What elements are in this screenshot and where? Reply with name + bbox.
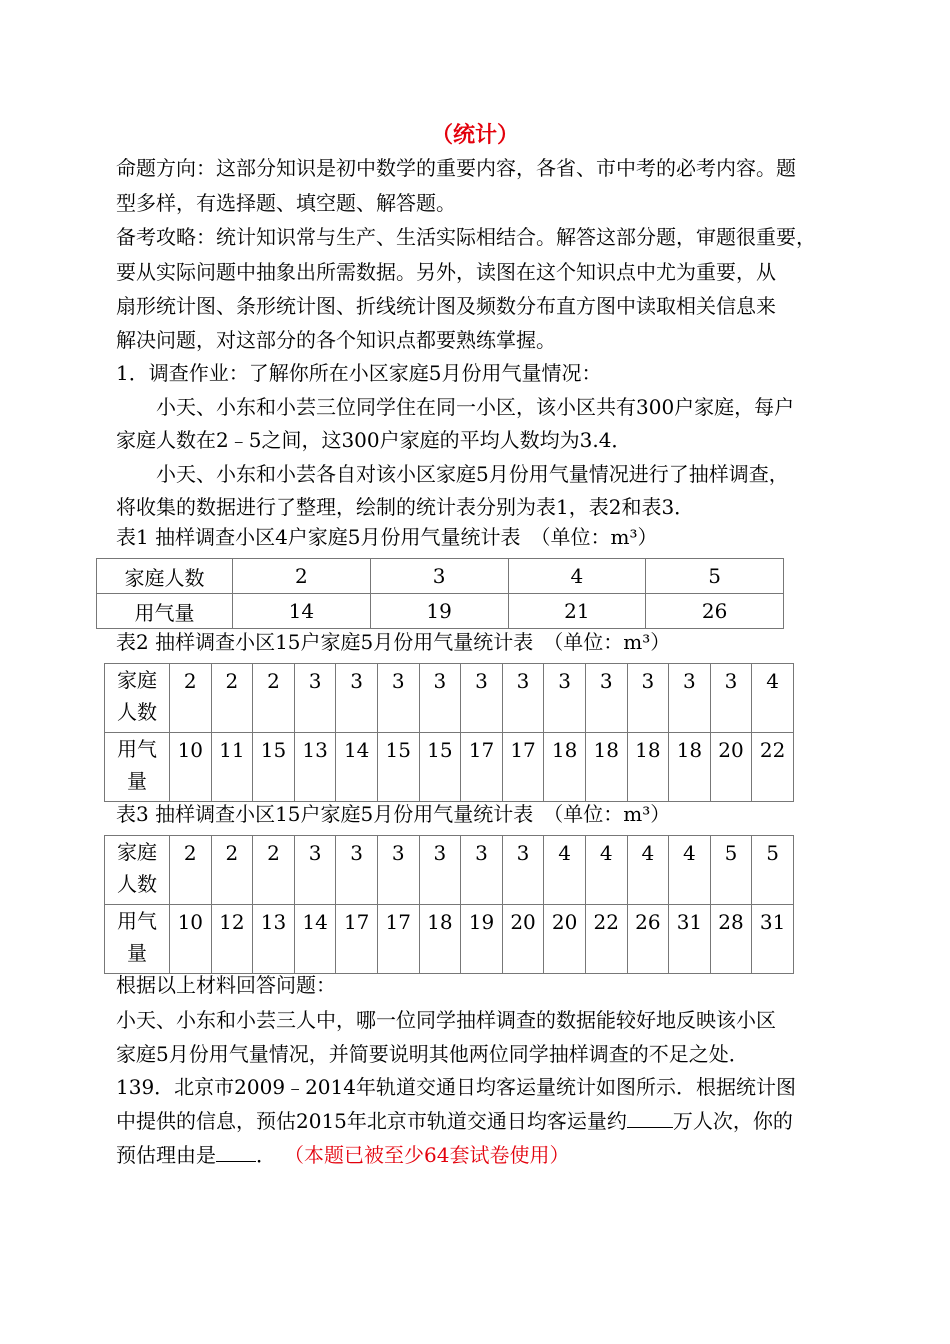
table-cell: 用气量	[97, 594, 233, 629]
table2-caption: 表2 抽样调查小区15户家庭5月份用气量统计表 （单位：m³）	[116, 630, 671, 654]
table-cell: 4	[627, 836, 669, 905]
table-cell: 18	[544, 733, 586, 802]
table-cell: 26	[646, 594, 784, 629]
table-cell: 3	[544, 664, 586, 733]
table-cell: 3	[710, 664, 752, 733]
table-cell: 20	[502, 905, 544, 974]
table-cell: 15	[419, 733, 461, 802]
question-text: 家庭人数在2﹣5之间，这300户家庭的平均人数均为3.4．	[116, 428, 632, 452]
table-cell: 10	[170, 905, 212, 974]
page-title: （统计）	[430, 122, 519, 148]
intro-line: 备考攻略：统计知识常与生产、生活实际相结合。解答这部分题，审题很重要，	[116, 225, 816, 249]
table-cell: 12	[211, 905, 253, 974]
intro-line: 型多样，有选择题、填空题、解答题。	[116, 191, 456, 215]
table-cell: 3	[419, 664, 461, 733]
table-cell: 3	[336, 836, 378, 905]
table-cell: 2	[211, 836, 253, 905]
table-cell: 4	[669, 836, 711, 905]
table-cell: 31	[752, 905, 794, 974]
usage-note: （本题已被至少64套试卷使用）	[294, 1143, 570, 1167]
cell-label: 人数	[117, 700, 157, 724]
table-cell: 3	[585, 664, 627, 733]
question-text: 根据以上材料回答问题：	[116, 973, 336, 997]
table-cell: 3	[294, 836, 336, 905]
question-text: 小天、小东和小芸三位同学住在同一小区，该小区共有300户家庭，每户	[156, 395, 795, 419]
text-fragment: 预估理由是	[116, 1143, 216, 1167]
table-cell: 3	[419, 836, 461, 905]
table-cell: 21	[508, 594, 646, 629]
table-cell: 15	[377, 733, 419, 802]
cell-label: 用气	[117, 909, 157, 933]
answer-blank[interactable]	[216, 1141, 256, 1162]
cell-label: 量	[127, 941, 147, 965]
question-1-heading: 1．调查作业：了解你所在小区家庭5月份用气量情况：	[116, 361, 602, 385]
question-text: 小天、小东和小芸三人中，哪一位同学抽样调查的数据能较好地反映该小区	[116, 1008, 776, 1032]
text-fragment: ．	[256, 1143, 276, 1167]
table-cell: 19	[370, 594, 508, 629]
table-cell: 14	[336, 733, 378, 802]
table-cell: 5	[752, 836, 794, 905]
table1-caption: 表1 抽样调查小区4户家庭5月份用气量统计表 （单位：m³）	[116, 525, 658, 549]
table-cell: 3	[502, 836, 544, 905]
table3	[104, 835, 794, 974]
table-cell: 4	[544, 836, 586, 905]
table-cell: 4	[585, 836, 627, 905]
table-cell: 4	[508, 559, 646, 594]
cell-label: 家庭	[117, 840, 157, 864]
table-cell: 2	[170, 836, 212, 905]
table-cell: 15	[253, 733, 295, 802]
table-cell: 18	[585, 733, 627, 802]
intro-line: 要从实际问题中抽象出所需数据。另外，读图在这个知识点中尤为重要，从	[116, 260, 776, 284]
table-cell: 3	[502, 664, 544, 733]
table-cell: 5	[710, 836, 752, 905]
table-cell: 3	[461, 836, 503, 905]
table-cell: 13	[253, 905, 295, 974]
table-row	[97, 559, 784, 594]
question-text: 将收集的数据进行了整理，绘制的统计表分别为表1，表2和表3．	[116, 495, 695, 519]
table-cell: 2	[170, 664, 212, 733]
question-139-text	[116, 1106, 793, 1136]
table-cell	[105, 905, 170, 974]
table2	[104, 663, 794, 802]
table-row	[105, 905, 794, 974]
text-fragment: 中提供的信息，预估2015年北京市轨道交通日均客运量约	[116, 1109, 627, 1133]
table-row	[105, 664, 794, 733]
table-cell: 家庭人数	[97, 559, 233, 594]
question-text: 家庭5月份用气量情况，并简要说明其他两位同学抽样调查的不足之处．	[116, 1042, 749, 1066]
intro-line: 解决问题，对这部分的各个知识点都要熟练掌握。	[116, 328, 556, 352]
table3-caption: 表3 抽样调查小区15户家庭5月份用气量统计表 （单位：m³）	[116, 802, 671, 826]
question-139-text	[116, 1140, 569, 1170]
table-cell: 20	[544, 905, 586, 974]
table-cell: 5	[646, 559, 784, 594]
table-cell: 3	[294, 664, 336, 733]
table-cell: 3	[627, 664, 669, 733]
table-cell: 2	[253, 664, 295, 733]
table-cell: 14	[294, 905, 336, 974]
table-cell: 13	[294, 733, 336, 802]
table-cell: 17	[461, 733, 503, 802]
table-cell: 31	[669, 905, 711, 974]
table-cell: 17	[377, 905, 419, 974]
table-cell: 28	[710, 905, 752, 974]
table-cell: 3	[377, 664, 419, 733]
table-cell: 11	[211, 733, 253, 802]
table-cell: 18	[419, 905, 461, 974]
table-cell: 26	[627, 905, 669, 974]
cell-label: 量	[127, 769, 147, 793]
table-cell: 19	[461, 905, 503, 974]
question-text: 小天、小东和小芸各自对该小区家庭5月份用气量情况进行了抽样调查，	[156, 462, 789, 486]
table-row	[97, 594, 784, 629]
table-cell: 18	[627, 733, 669, 802]
table-cell	[105, 664, 170, 733]
table-row	[105, 836, 794, 905]
table-cell	[105, 733, 170, 802]
table-cell: 17	[502, 733, 544, 802]
question-139-text: 139．北京市2009﹣2014年轨道交通日均客运量统计如图所示．根据统计图	[116, 1075, 796, 1099]
text-fragment: 万人次，你的	[672, 1109, 793, 1133]
table-cell: 2	[233, 559, 371, 594]
intro-line: 命题方向：这部分知识是初中数学的重要内容，各省、市中考的必考内容。题	[116, 156, 796, 180]
answer-blank[interactable]	[627, 1107, 673, 1128]
table-cell: 3	[370, 559, 508, 594]
table-cell: 18	[669, 733, 711, 802]
table-cell: 20	[710, 733, 752, 802]
cell-label: 家庭	[117, 668, 157, 692]
table-cell	[105, 836, 170, 905]
table-cell: 14	[233, 594, 371, 629]
intro-line: 扇形统计图、条形统计图、折线统计图及频数分布直方图中读取相关信息来	[116, 294, 776, 318]
table-cell: 3	[377, 836, 419, 905]
table-cell: 2	[253, 836, 295, 905]
cell-label: 人数	[117, 872, 157, 896]
table-cell: 22	[752, 733, 794, 802]
table-cell: 3	[461, 664, 503, 733]
table-cell: 17	[336, 905, 378, 974]
table1	[96, 558, 784, 629]
table-cell: 3	[669, 664, 711, 733]
table-cell: 3	[336, 664, 378, 733]
table-cell: 2	[211, 664, 253, 733]
table-cell: 22	[585, 905, 627, 974]
table-cell: 4	[752, 664, 794, 733]
cell-label: 用气	[117, 737, 157, 761]
table-row	[105, 733, 794, 802]
table-cell: 10	[170, 733, 212, 802]
